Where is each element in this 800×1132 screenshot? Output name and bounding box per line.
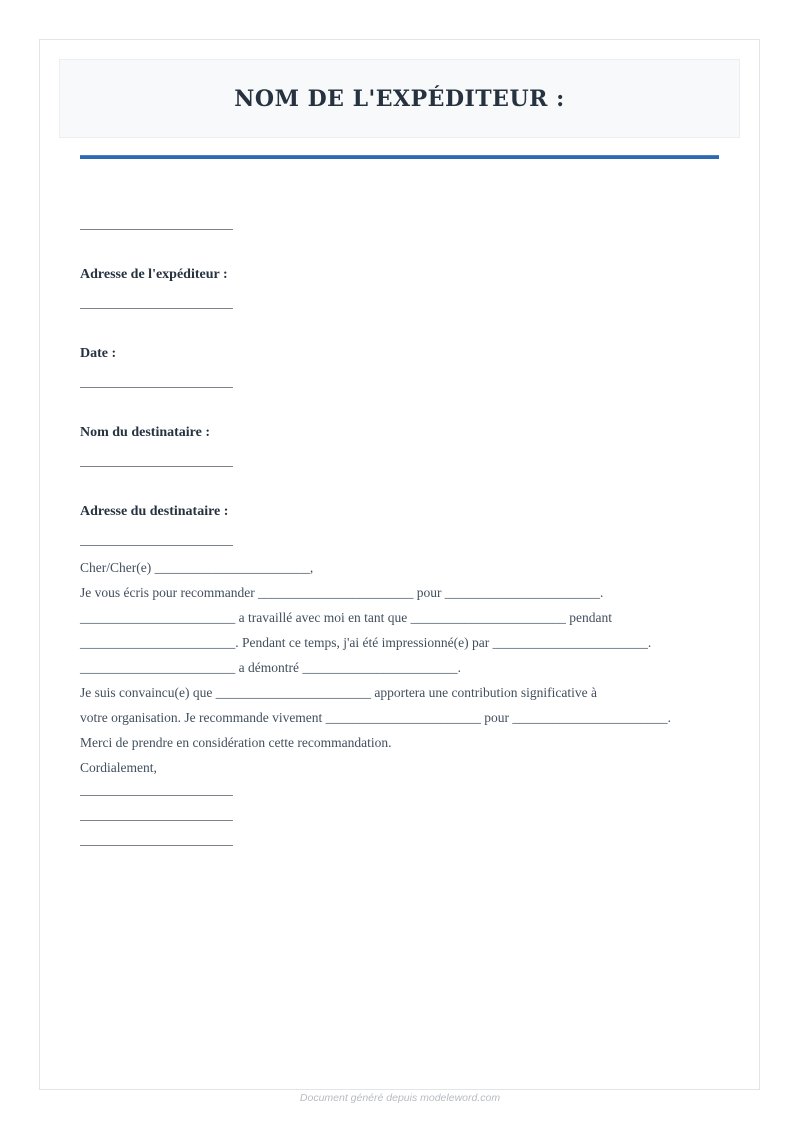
- letter-line: _______________________ a travaillé avec moi en tant que _______________________ pendant: [80, 610, 613, 625]
- letter-line: _______________________. Pendant ce temps, j'ai été impressionné(e) par _______________________.: [80, 635, 652, 650]
- signature-blank-line: [80, 795, 233, 796]
- recipient-address-blank-line: [80, 545, 233, 546]
- letter-header-box: [59, 59, 740, 138]
- label-recipient-address: Adresse du destinataire :: [80, 504, 229, 519]
- document-page: [39, 39, 760, 1090]
- sender-name-blank-line: [80, 229, 233, 230]
- generator-credit: Document généré depuis modeleword.com: [299, 1092, 501, 1104]
- sender-address-blank-line: [80, 308, 233, 309]
- letter-line: votre organisation. Je recommande vivement _______________________ pour _______________________.: [80, 710, 672, 725]
- signature-blank-line: [80, 845, 233, 846]
- signature-block: [80, 795, 719, 846]
- header-divider-rule: [80, 155, 719, 159]
- recipient-name-blank-line: [80, 466, 233, 467]
- letter-body: [80, 559, 719, 777]
- letter-line-salutation: Cher/Cher(e) _______________________,: [80, 560, 314, 575]
- letter-line-closing: Cordialement,: [80, 760, 157, 775]
- letter-line: _______________________ a démontré _______________________.: [80, 660, 461, 675]
- sender-name-title: NOM DE L'EXPÉDITEUR :: [234, 85, 565, 112]
- letter-line: Je vous écris pour recommander _______________________ pour _______________________.: [80, 585, 604, 600]
- letter-line: Je suis convaincu(e) que _______________________ apportera une contribution significative à: [80, 685, 598, 700]
- label-recipient-name: Nom du destinataire :: [80, 425, 211, 440]
- label-date: Date :: [80, 346, 117, 361]
- letter-content: [40, 229, 759, 846]
- date-blank-line: [80, 387, 233, 388]
- label-sender-address: Adresse de l'expéditeur :: [80, 267, 228, 282]
- letter-line-thanks: Merci de prendre en considération cette recommandation.: [80, 735, 392, 750]
- signature-blank-line: [80, 820, 233, 821]
